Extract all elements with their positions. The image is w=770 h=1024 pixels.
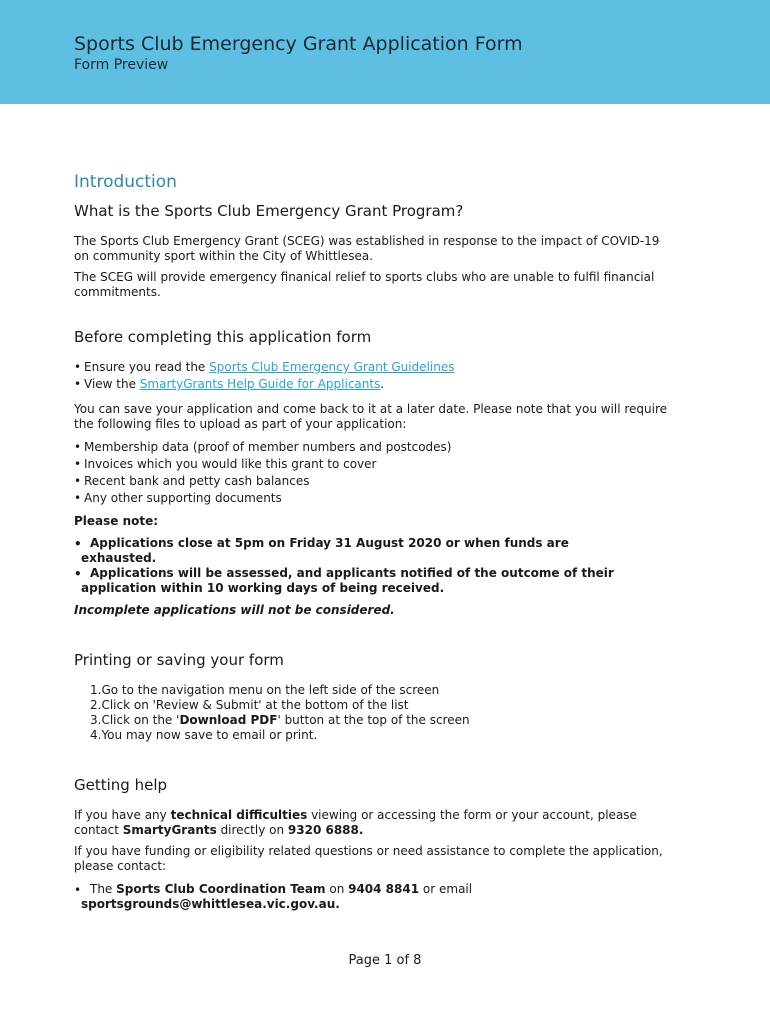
- list-item: • Invoices which you would like this grant to cover: [56, 456, 674, 473]
- please-note-label: Please note:: [74, 514, 159, 528]
- before-list: [56, 359, 674, 393]
- intro-paragraph-1: The Sports Club Emergency Grant (SCEG) was established in response to the impact of COVID-19 on community sport within the City of Whittlesea.: [74, 234, 660, 263]
- page-number: Page 1 of 8: [348, 953, 422, 968]
- form-content: [74, 171, 674, 912]
- save-paragraph: You can save your application and come back to it at a later date. Please note that you will require the following files to upload as part of your application:: [74, 402, 668, 431]
- list-item: 2.Click on 'Review & Submit' at the bottom of the list: [90, 698, 409, 712]
- incomplete-warning: Incomplete applications will not be considered.: [74, 603, 395, 617]
- list-item: • Any other supporting documents: [56, 490, 674, 507]
- help-guide-link[interactable]: SmartyGrants Help Guide for Applicants: [139, 377, 381, 391]
- printing-steps: [74, 683, 674, 743]
- list-item: • Recent bank and petty cash balances: [56, 473, 674, 490]
- list-item: 4.You may now save to email or print.: [90, 728, 318, 742]
- files-list: [56, 439, 674, 507]
- form-subtitle: Form Preview: [74, 57, 169, 73]
- before-heading: Before completing this application form: [74, 328, 372, 346]
- list-item: 1.Go to the navigation menu on the left side of the screen: [90, 683, 440, 697]
- list-item: • Membership data (proof of member numbers and postcodes): [56, 439, 674, 456]
- list-item: • Applications will be assessed, and applicants notified of the outcome of their application within 10 working days of being received.: [56, 566, 674, 596]
- intro-paragraph-2: The SCEG will provide emergency finanical relief to sports clubs who are unable to fulfil financial commitments.: [74, 270, 655, 299]
- form-title: Sports Club Emergency Grant Application Form: [74, 33, 523, 55]
- help-paragraph-1: If you have any technical difficulties viewing or accessing the form or your account, please contact SmartyGrants directly on 9320 6888.: [74, 808, 637, 837]
- printing-heading: Printing or saving your form: [74, 651, 284, 669]
- list-item: • Ensure you read the Sports Club Emergency Grant Guidelines: [56, 359, 674, 376]
- guidelines-link[interactable]: Sports Club Emergency Grant Guidelines: [209, 360, 455, 374]
- help-heading: Getting help: [74, 776, 168, 794]
- list-item: 3.Click on the 'Download PDF' button at the top of the screen: [90, 713, 470, 727]
- list-item: • Applications close at 5pm on Friday 31 August 2020 or when funds are exhausted.: [56, 536, 674, 566]
- help-paragraph-2: If you have funding or eligibility related questions or need assistance to complete the application, please contact:: [74, 844, 663, 873]
- intro-heading: Introduction: [74, 172, 177, 192]
- page-header: [0, 0, 770, 104]
- list-item: • View the SmartyGrants Help Guide for Applicants.: [56, 376, 674, 393]
- list-item: • The Sports Club Coordination Team on 9404 8841 or email sportsgrounds@whittlesea.vic.gov.au.: [56, 882, 674, 912]
- contact-list: [56, 882, 674, 912]
- intro-question: What is the Sports Club Emergency Grant Program?: [74, 202, 464, 220]
- notes-list: [56, 536, 674, 596]
- contact-email: sportsgrounds@whittlesea.vic.gov.au.: [81, 897, 340, 911]
